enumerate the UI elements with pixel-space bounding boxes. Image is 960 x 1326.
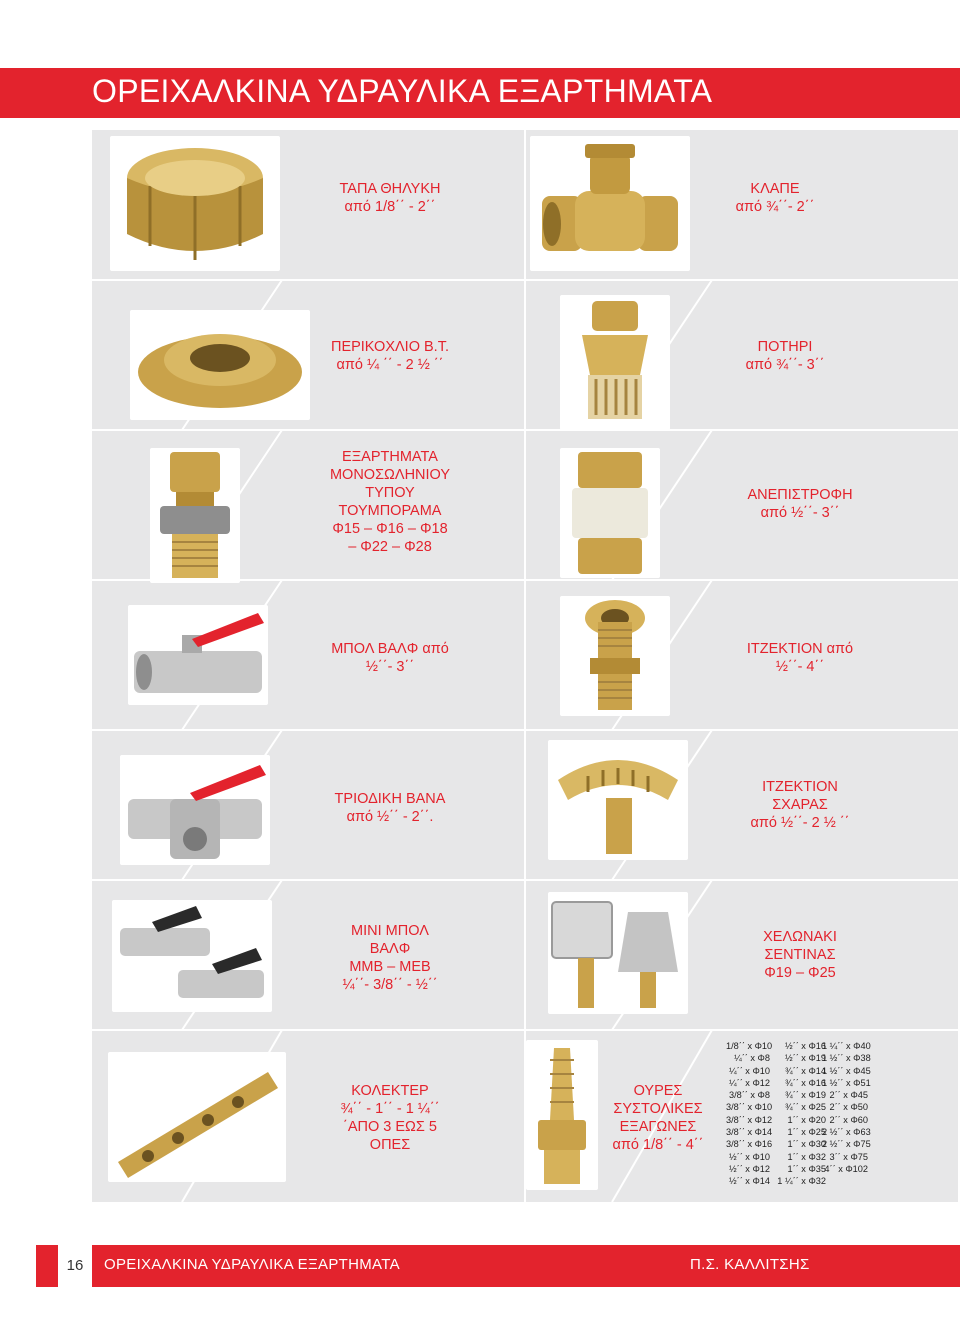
size-cell: ¼΄΄ x Φ10 <box>728 1065 770 1076</box>
caption-line: ΣΥΣΤΟΛΙΚΕΣ <box>613 1101 703 1117</box>
foot-valve-icon <box>560 295 670 430</box>
caption-line: Φ15 – Φ16 – Φ18 <box>332 521 448 537</box>
scoop-strainer-icon <box>548 740 688 860</box>
size-cell: 3/8΄΄ x Φ14 <box>726 1127 773 1138</box>
size-cell: 3/8΄΄ x Φ16 <box>726 1139 773 1150</box>
mini-ball-valve-icon <box>112 900 272 1012</box>
oures-photo <box>526 1040 598 1190</box>
size-cell: 1 ¼΄΄ x Φ40 <box>822 1041 871 1051</box>
footer-band <box>36 1245 960 1287</box>
caption-line: Φ19 – Φ25 <box>764 965 836 981</box>
caption-line: ΜΠΟΛ ΒΑΛΦ από <box>331 641 449 657</box>
caption-line: ½΄΄- 4΄΄ <box>775 659 825 675</box>
size-cell: 1 ½΄΄ x Φ38 <box>822 1053 871 1064</box>
oures-caption <box>598 1082 718 1154</box>
footer-company: Π.Σ. ΚΑΛΛΙΤΣΗΣ <box>690 1256 810 1273</box>
caption-line: ΣΧΑΡΑΣ <box>772 797 828 813</box>
sizes-column-1 <box>726 1040 773 1188</box>
caption-line: ΤΟΥΜΠΟΡΑΜΑ <box>338 503 442 519</box>
kolekter-photo <box>108 1052 286 1182</box>
caption-line: ΤΑΠΑ ΘΗΛΥΚΗ <box>339 181 441 197</box>
size-cell: 2΄΄ x Φ45 <box>829 1090 868 1101</box>
size-cell: 2΄΄ x Φ50 <box>829 1102 868 1113</box>
size-cell: 3/8΄΄ x Φ10 <box>726 1102 773 1113</box>
hose-tail-icon <box>526 1040 598 1190</box>
anepistrofi-caption <box>730 486 870 522</box>
size-cell: 1΄΄ x Φ32 <box>787 1151 826 1162</box>
anepistrofi-photo <box>560 448 660 578</box>
caption-line: από 1/8΄΄ - 4΄΄ <box>612 1137 704 1153</box>
itzektion-caption <box>730 640 870 676</box>
manifold-icon <box>108 1052 286 1182</box>
caption-line: από 1/8΄΄ - 2΄΄ <box>344 199 436 215</box>
page-number-box <box>58 1245 92 1287</box>
caption-line: ΄ΑΠΟ 3 ΕΩΣ 5 <box>343 1119 437 1135</box>
caption-line: ΒΑΛΦ <box>369 941 411 957</box>
tapa-photo <box>110 136 280 271</box>
triodiki-caption <box>300 790 480 826</box>
chelonaki-caption <box>730 928 870 982</box>
potiri-photo <box>560 295 670 430</box>
check-valve-icon <box>530 136 690 271</box>
size-cell: ½΄΄ x Φ14 <box>728 1176 770 1187</box>
size-cell: 3/8΄΄ x Φ12 <box>726 1114 773 1125</box>
monosolinio-photo <box>150 448 240 583</box>
caption-line: ½΄΄- 3΄΄ <box>365 659 415 675</box>
caption-line: από ½΄΄- 3΄΄ <box>760 505 840 521</box>
size-cell: 1΄΄ x Φ30 <box>787 1139 826 1150</box>
monosolinio-caption <box>300 448 480 556</box>
size-cell: 2 ½΄΄ x Φ75 <box>822 1139 871 1150</box>
caption-line: ΟΠΕΣ <box>369 1137 411 1153</box>
klape-photo <box>530 136 690 271</box>
caption-line: ΠΕΡΙΚΟΧΛΙΟ Β.Τ. <box>330 339 450 355</box>
size-cell: 2 ½΄΄ x Φ63 <box>822 1127 871 1138</box>
hex-cap-icon <box>110 136 280 271</box>
perikochlio-caption <box>300 338 480 374</box>
size-cell: ¾΄΄ x Φ16 <box>784 1077 826 1088</box>
size-cell: ½΄΄ x Φ12 <box>728 1163 770 1174</box>
caption-line: από ¾΄΄- 3΄΄ <box>745 357 825 373</box>
caption-line: ΕΞΑΡΤΗΜΑΤΑ <box>342 449 438 465</box>
caption-line: ¼΄΄- 3/8΄΄ - ½΄΄ <box>342 977 438 993</box>
triodiki-photo <box>120 755 270 865</box>
itzektion-sxaras-caption <box>730 778 870 832</box>
caption-line: ΚΟΛΕΚΤΕΡ <box>351 1083 429 1099</box>
header-band <box>0 68 960 118</box>
klape-caption <box>700 180 850 216</box>
caption-line: ¾΄΄ - 1΄΄ - 1 ¼΄΄ <box>340 1101 440 1117</box>
mini-mpol-caption <box>300 922 480 994</box>
size-cell: 4΄΄ x Φ102 <box>824 1163 868 1174</box>
caption-line: από ½΄΄ - 2΄΄. <box>346 809 434 825</box>
itzektion-sxaras-photo <box>548 740 688 860</box>
size-cell: ¾΄΄ x Φ25 <box>784 1102 826 1113</box>
kolekter-caption <box>300 1082 480 1154</box>
caption-line: ΟΥΡΕΣ <box>633 1083 683 1099</box>
page-title: ΟΡΕΙΧΑΛΚΙΝΑ ΥΔΡΑΥΛΙΚΑ ΕΞΑΡΤΗΜΑΤΑ <box>92 73 713 109</box>
tapa-caption <box>290 180 490 216</box>
size-cell: 1΄΄ x Φ35 <box>787 1163 826 1174</box>
caption-line: από ¾΄΄- 2΄΄ <box>735 199 815 215</box>
compression-fitting-icon <box>150 448 240 583</box>
caption-line: ΜΙΝΙ ΜΠΟΛ <box>351 923 429 939</box>
size-cell: 1 ½΄΄ x Φ45 <box>822 1065 871 1076</box>
caption-line: από ¼ ΄΄ - 2 ½ ΄΄ <box>336 357 444 373</box>
three-way-valve-icon <box>120 755 270 865</box>
ball-valve-icon <box>128 605 268 705</box>
caption-line: – Φ22 – Φ28 <box>348 539 432 555</box>
caption-line: ΑΝΕΠΙΣΤΡΟΦΗ <box>747 487 853 503</box>
perikochlio-photo <box>130 310 310 420</box>
size-cell: ½΄΄ x Φ10 <box>728 1151 770 1162</box>
flange-nut-icon <box>130 310 310 420</box>
non-return-valve-icon <box>560 448 660 578</box>
size-cell: ¼΄΄ x Φ12 <box>728 1077 770 1088</box>
page-number: 16 <box>66 1257 84 1274</box>
size-cell: 1΄΄ x Φ25 <box>787 1127 826 1138</box>
size-cell: ½΄΄ x Φ19 <box>784 1053 826 1064</box>
caption-line: ΤΥΠΟΥ <box>365 485 415 501</box>
size-cell: 1/8΄΄ x Φ10 <box>726 1041 773 1051</box>
sizes-column-2 <box>774 1040 826 1188</box>
size-cell: ¾΄΄ x Φ14 <box>784 1065 826 1076</box>
size-cell: 3΄΄ x Φ75 <box>829 1151 868 1162</box>
caption-line: ΙΤΖΕΚΤΙΟΝ <box>762 779 838 795</box>
caption-line: ΜΟΝΟΣΩΛΗΝΙΟΥ <box>329 467 451 483</box>
caption-line: ΚΛΑΠΕ <box>750 181 800 197</box>
size-cell: 1 ¼΄΄ x Φ32 <box>777 1176 826 1187</box>
caption-line: ΤΡΙΟΔΙΚΗ ΒΑΝΑ <box>334 791 446 807</box>
size-cell: 3/8΄΄ x Φ8 <box>728 1090 770 1101</box>
caption-line: ΣΕΝΤΙΝΑΣ <box>764 947 836 963</box>
size-cell: 1 ½΄΄ x Φ51 <box>822 1077 871 1088</box>
size-cell: ¼΄΄ x Φ8 <box>734 1053 770 1064</box>
mpol-caption <box>300 640 480 676</box>
bilge-strainer-icon <box>548 892 688 1014</box>
caption-line: από ½΄΄- 2 ½ ΄΄ <box>750 815 850 831</box>
mini-mpol-photo <box>112 900 272 1012</box>
size-cell: 1΄΄ x Φ20 <box>787 1114 826 1125</box>
sizes-column-3 <box>822 1040 871 1175</box>
mpol-photo <box>128 605 268 705</box>
potiri-caption <box>730 338 840 374</box>
caption-line: ΜΜΒ – ΜΕΒ <box>349 959 431 975</box>
itzektion-photo <box>560 596 670 716</box>
footer-title: ΟΡΕΙΧΑΛΚΙΝΑ ΥΔΡΑΥΛΙΚΑ ΕΞΑΡΤΗΜΑΤΑ <box>104 1256 400 1273</box>
size-cell: ¾΄΄ x Φ19 <box>784 1090 826 1101</box>
skin-fitting-icon <box>560 596 670 716</box>
caption-line: ΕΞΑΓΩΝΕΣ <box>619 1119 697 1135</box>
chelonaki-photo <box>548 892 688 1014</box>
caption-line: ΙΤΖΕΚΤΙΟΝ από <box>746 641 854 657</box>
caption-line: ΠΟΤΗΡΙ <box>757 339 813 355</box>
caption-line: ΧΕΛΩΝΑΚΙ <box>763 929 837 945</box>
size-cell: ½΄΄ x Φ16 <box>784 1041 826 1051</box>
size-cell: 2΄΄ x Φ60 <box>829 1114 868 1125</box>
